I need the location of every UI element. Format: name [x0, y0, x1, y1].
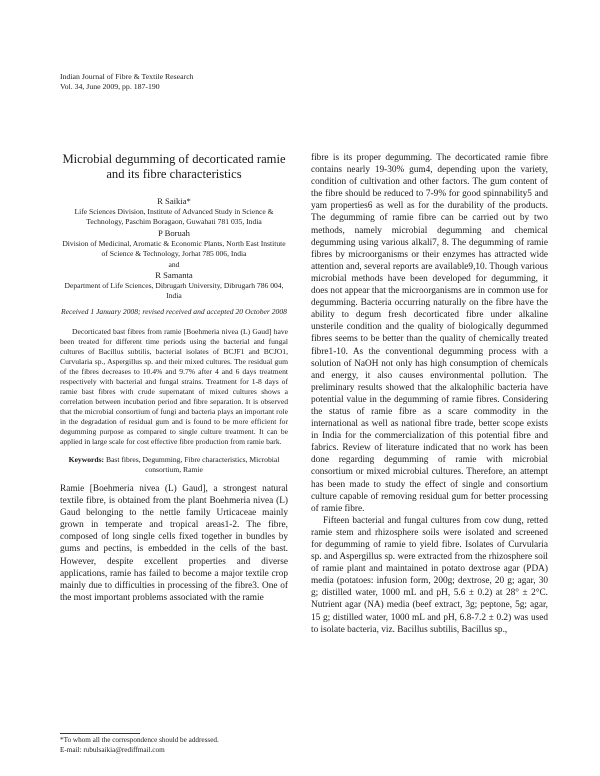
author-affiliation: Division of Medicinal, Aromatic & Economic Plants, North East Institute of Science & Technology, Jorhat 785 006, India [62, 239, 286, 258]
keywords [60, 455, 288, 475]
footnote-divider [60, 733, 140, 734]
received-dates: Received 1 January 2008; revised received and accepted 20 October 2008 [61, 307, 287, 316]
keywords-label: Keywords: [68, 455, 105, 464]
intro-paragraph-right: fibre is its proper degumming. The decorticated ramie fibre contains nearly 19-30% gum4, depending upon the variety, condition of cultivation and other factors. The gum content of the fibre should be reduced to 7-9% for good spinnability5 and yam properties6 as well as for the durability of the products. The degumming of ramie fibre can be carried out by two methods, namely microbial degumming and chemical degumming using various alkali7, 8. The degumming of ramie fibres by microorganisms or their enzymes has attracted wide attention and, several reports are available9,10. Though various microbial methods have been developed for degumming, it does not appear that the microorganisms are in common use for degumming. Bacteria occurring naturally on the fibre have the ability to degum fresh decorticated fibre under alkaline unsterile condition and the quality of biologically degummed fibres seems to be better than the quality of chemically treated fibre1-10. As the conventional degumming process with a solution of NaOH not only has high consumption of chemicals and energy, it also causes environmental pollution. The preliminary results showed that the alkalophilic bacteria have potential value in the degumming of ramie fibres. Considering the status of ramie fibre as a scare commodity in the international as well as national fibre trade, better scope exists in India for the commercialization of this potential fibre and fabrics. Review of literature indicated that no work has been done regarding degumming of ramie with microbial consortium or mixed microbial cultures. Therefore, an attempt has been made to study the effect of single and consortium culture capable of removing residual gum for better processing of ramie fibre. [311, 153, 548, 514]
and-separator: and [168, 260, 180, 269]
footnote [60, 736, 288, 755]
author-affiliation: Department of Life Sciences, Dibrugarh University, Dibrugarh 786 004, India [64, 281, 284, 300]
author-name: P Boruah [158, 228, 190, 238]
author-affiliation: Life Sciences Division, Institute of Advanced Study in Science & Technology, Paschim Boragaon, Guwahati 781 035, India [74, 207, 274, 226]
journal-volume: Vol. 34, June 2009, pp. 187-190 [60, 82, 160, 91]
methods-paragraph: Fifteen bacterial and fungal cultures from cow dung, retted ramie stem and rhizosphere soils were isolated and screened for degumming of ramie to yield fibre. Isolates of Curvularia sp. and Aspergillus sp. were extracted from the rhizosphere soil of ramie plant and maintained in potato dextrose agar (PDA) media (potatoes: infusion form, 200g; dextrose, 20 g; agar, 30 g; distilled water, 1000 mL and pH, 5.6 ± 0.2) at 28° ± 2°C. Nutrient agar (NA) media (beef extract, 3g; peptone, 5g; agar, 15 g; distilled water, 1000 mL and pH, 6.8-7.2 ± 0.2) was used to isolate bacteria, viz. Bacillus subtilis, Bacillus sp., [311, 515, 548, 635]
abstract: Decorticated bast fibres from ramie [Boehmeria nivea (L) Gaud] have been treated for different time periods using the bacterial and fungal cultures of Bacillus subtilis, bacterial isolates of BCJF1 and BCJO1, Curvularia sp., Aspergillus sp. and their mixed cultures. The residual gum of the fibres decreases to 10.4% and 9.7% after 4 and 6 days treatment respectively with bacterial and fungal strains. Treatment for 1-8 days of ramie bast fibres with crude supernatant of mixed cultures shows a correlation between incubation period and fibre separation. It is observed that the microbial consortium of fungi and bacteria plays an important role in the degradation of residual gum and is found to be more efficient for degumming purpose as compared to single culture treatment. It can be applied in large scale for cost effective fibre production from ramie bark. [60, 327, 288, 446]
right-column [311, 152, 548, 636]
left-column [60, 152, 288, 604]
intro-paragraph-left: Ramie [Boehmeria nivea (L) Gaud], a strongest natural textile fibre, is obtained from the plant Boehmeria nivea (L) Gaud belonging to the nettle family Urticaceae mainly grown in temperate and tropical areas1-2. The fibre, composed of long single cells fixed together in bundles by gums and pectins, is embedded in the cells of the bast. However, despite excellent properties and diverse applications, ramie has failed to become a major textile crop mainly due to difficulties in processing of the fibre3. One of the most important problems associated with the ramie [60, 484, 288, 603]
journal-header [60, 72, 194, 92]
footnote-note: *To whom all the correspondence should be addressed. [60, 736, 219, 744]
keywords-list: Bast fibres, Degumming, Fibre characteristics, Microbial consortium, Ramie [106, 455, 280, 474]
article-title: Microbial degumming of decorticated ramie and its fibre characteristics [62, 152, 286, 181]
author-name: R Samanta [155, 270, 193, 280]
author-name: R Saikia* [157, 196, 191, 206]
footnote-email: E-mail: rubulsaikia@rediffmail.com [60, 745, 165, 754]
journal-name: Indian Journal of Fibre & Textile Research [60, 72, 194, 81]
